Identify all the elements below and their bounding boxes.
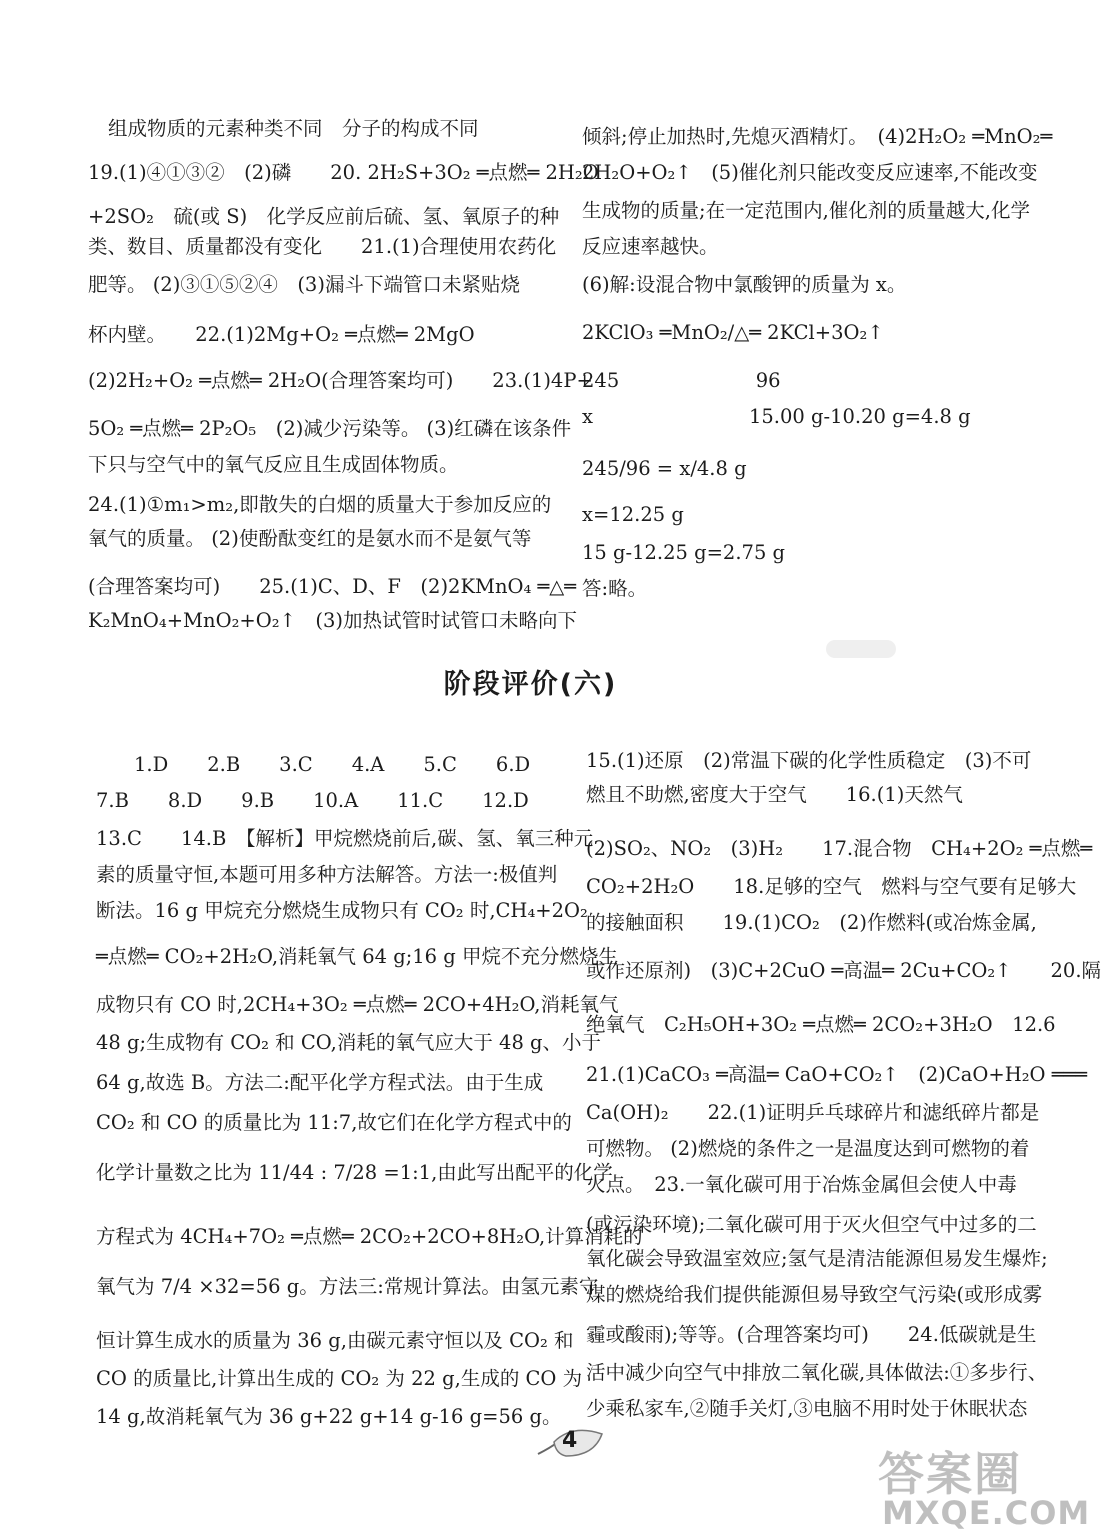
text-line: 少乘私家车,②随手关灯,③电脑不用时处于休眠状态 <box>586 1397 1028 1420</box>
watermark-text: 答案圈 <box>878 1447 1022 1501</box>
text-line: 下只与空气中的氧气反应且生成固体物质。 <box>88 453 459 476</box>
text-line: 15.(1)还原 (2)常温下碳的化学性质稳定 (3)不可 <box>586 749 1032 772</box>
text-line: 答:略。 <box>582 577 648 600</box>
equation: 245/96 = x/4.8 g <box>582 457 747 480</box>
text-line: 2H₂O+O₂↑ (5)催化剂只能改变反应速率,不能改变 <box>582 161 1038 184</box>
text-line: 24.(1)①m₁>m₂,即散失的白烟的质量大于参加反应的 <box>88 493 552 516</box>
text-line: 氧化碳会导致温室效应;氢气是清洁能源但易发生爆炸; <box>586 1247 1048 1270</box>
text-line: 可燃物。 (2)燃烧的条件之一是温度达到可燃物的着 <box>586 1137 1030 1160</box>
text-line: 48 g;生成物有 CO₂ 和 CO,消耗的氧气应大于 48 g、小于 <box>96 1031 602 1054</box>
answer-row: 1.D 2.B 3.C 4.A 5.C 6.D <box>134 753 531 776</box>
text-line: 类、数目、质量都没有变化 21.(1)合理使用农药化 <box>88 235 557 258</box>
text-line: 反应速率越快。 <box>582 235 719 258</box>
text-line: CO 的质量比,计算出生成的 CO₂ 为 22 g,生成的 CO 为 <box>96 1367 583 1390</box>
text-line: 64 g,故选 B。方法二:配平化学方程式法。由于生成 <box>96 1071 544 1094</box>
page-number <box>536 1424 606 1460</box>
text-line: 霾或酸雨);等等。(合理答案均可) 24.低碳就是生 <box>586 1323 1037 1346</box>
text-line: (6)解:设混合物中氯酸钾的质量为 x。 <box>582 273 907 296</box>
text-line: (合理答案均可) 25.(1)C、D、F (2)2KMnO₄ ═△═ <box>88 575 577 598</box>
text-line: CO₂+2H₂O 18.足够的空气 燃料与空气要有足够大 <box>586 875 1077 898</box>
watermark-logo <box>872 1436 1091 1536</box>
text-line: 氧气为 7/4 ×32=56 g。方法三:常规计算法。由氢元素守 <box>96 1275 599 1298</box>
print-smudge <box>826 640 896 658</box>
text-line: 245 96 <box>582 369 781 392</box>
text-line: 19.(1)④①③② (2)磷 20. 2H₂S+3O₂ ═点燃═ 2H₂O <box>88 161 599 184</box>
equation: 2KClO₃ ═MnO₂/△═ 2KCl+3O₂↑ <box>582 321 884 344</box>
text-line: (2)2H₂+O₂ ═点燃═ 2H₂O(合理答案均可) 23.(1)4P+ <box>88 369 593 392</box>
text-line: 绝氧气 C₂H₅OH+3O₂ ═点燃═ 2CO₂+3H₂O 12.6 <box>586 1013 1056 1036</box>
text-line: 断法。16 g 甲烷充分燃烧生成物只有 CO₂ 时,CH₄+2O₂ <box>96 899 588 922</box>
text-line: 火点。 23.一氧化碳可用于冶炼金属但会使人中毒 <box>586 1173 1017 1196</box>
page-number-text: 4 <box>562 1428 578 1453</box>
text-line: 成物只有 CO 时,2CH₄+3O₂ ═点燃═ 2CO+4H₂O,消耗氧气 <box>96 993 619 1016</box>
text-line: 的接触面积 19.(1)CO₂ (2)作燃料(或冶炼金属, <box>586 911 1037 934</box>
text-line: 组成物质的元素种类不同 分子的构成不同 <box>108 117 479 140</box>
text-line: 或作还原剂) (3)C+2CuO ═高温═ 2Cu+CO₂↑ 20.隔 <box>586 959 1101 982</box>
text-line: 5O₂ ═点燃═ 2P₂O₅ (2)减少污染等。 (3)红磷在该条件 <box>88 417 572 440</box>
text-line: 素的质量守恒,本题可用多种方法解答。方法一:极值判 <box>96 863 558 886</box>
text-line: 生成物的质量;在一定范围内,催化剂的质量越大,化学 <box>582 199 1030 222</box>
answer-row: 7.B 8.D 9.B 10.A 11.C 12.D <box>96 789 529 812</box>
text-line: (或污染环境);二氧化碳可用于灭火但空气中过多的二 <box>586 1213 1037 1236</box>
text-line: K₂MnO₄+MnO₂+O₂↑ (3)加热试管时试管口未略向下 <box>88 609 577 632</box>
watermark-url: MXQE.COM <box>882 1494 1091 1532</box>
text-line: 氧气的质量。 (2)使酚酞变红的是氨水而不是氨气等 <box>88 527 532 550</box>
text-line: 杯内壁。 22.(1)2Mg+O₂ ═点燃═ 2MgO <box>88 323 475 346</box>
section-title: 阶段评价(六) <box>443 669 618 700</box>
text-line: 13.C 14.B 【解析】甲烷燃烧前后,碳、氢、氧三种元 <box>96 827 594 850</box>
text-line: 恒计算生成水的质量为 36 g,由碳元素守恒以及 CO₂ 和 <box>96 1329 574 1352</box>
text-line: CO₂ 和 CO 的质量比为 11:7,故它们在化学方程式中的 <box>96 1111 572 1134</box>
text-line: 肥等。 (2)③①⑤②④ (3)漏斗下端管口未紧贴烧 <box>88 273 520 296</box>
text-line: x=12.25 g <box>582 503 684 526</box>
text-line: 21.(1)CaCO₃ ═高温═ CaO+CO₂↑ (2)CaO+H₂O ═══ <box>586 1063 1087 1086</box>
text-line: Ca(OH)₂ 22.(1)证明乒乓球碎片和滤纸碎片都是 <box>586 1101 1040 1124</box>
text-line: 化学计量数之比为 11/44 : 7/28 =1:1,由此写出配平的化学 <box>96 1161 613 1184</box>
text-line: 15 g-12.25 g=2.75 g <box>582 541 786 564</box>
text-line: +2SO₂ 硫(或 S) 化学反应前后硫、氢、氧原子的种 <box>88 205 560 228</box>
text-line: 活中减少向空气中排放二氧化碳,具体做法:①多步行、 <box>586 1361 1048 1384</box>
text-line: 14 g,故消耗氧气为 36 g+22 g+14 g-16 g=56 g。 <box>96 1405 562 1428</box>
text-line: 方程式为 4CH₄+7O₂ ═点燃═ 2CO₂+2CO+8H₂O,计算消耗的 <box>96 1225 643 1248</box>
text-line: 煤的燃烧给我们提供能源但易导致空气污染(或形成雾 <box>586 1283 1043 1306</box>
text-line: ═点燃═ CO₂+2H₂O,消耗氧气 64 g;16 g 甲烷不充分燃烧生 <box>96 945 618 968</box>
text-line: (2)SO₂、NO₂ (3)H₂ 17.混合物 CH₄+2O₂ ═点燃═ <box>586 837 1093 860</box>
text-line: x 15.00 g-10.20 g=4.8 g <box>582 405 971 428</box>
text-line: 倾斜;停止加热时,先熄灭酒精灯。 (4)2H₂O₂ ═MnO₂═ <box>582 125 1053 148</box>
text-line: 燃且不助燃,密度大于空气 16.(1)天然气 <box>586 783 963 806</box>
